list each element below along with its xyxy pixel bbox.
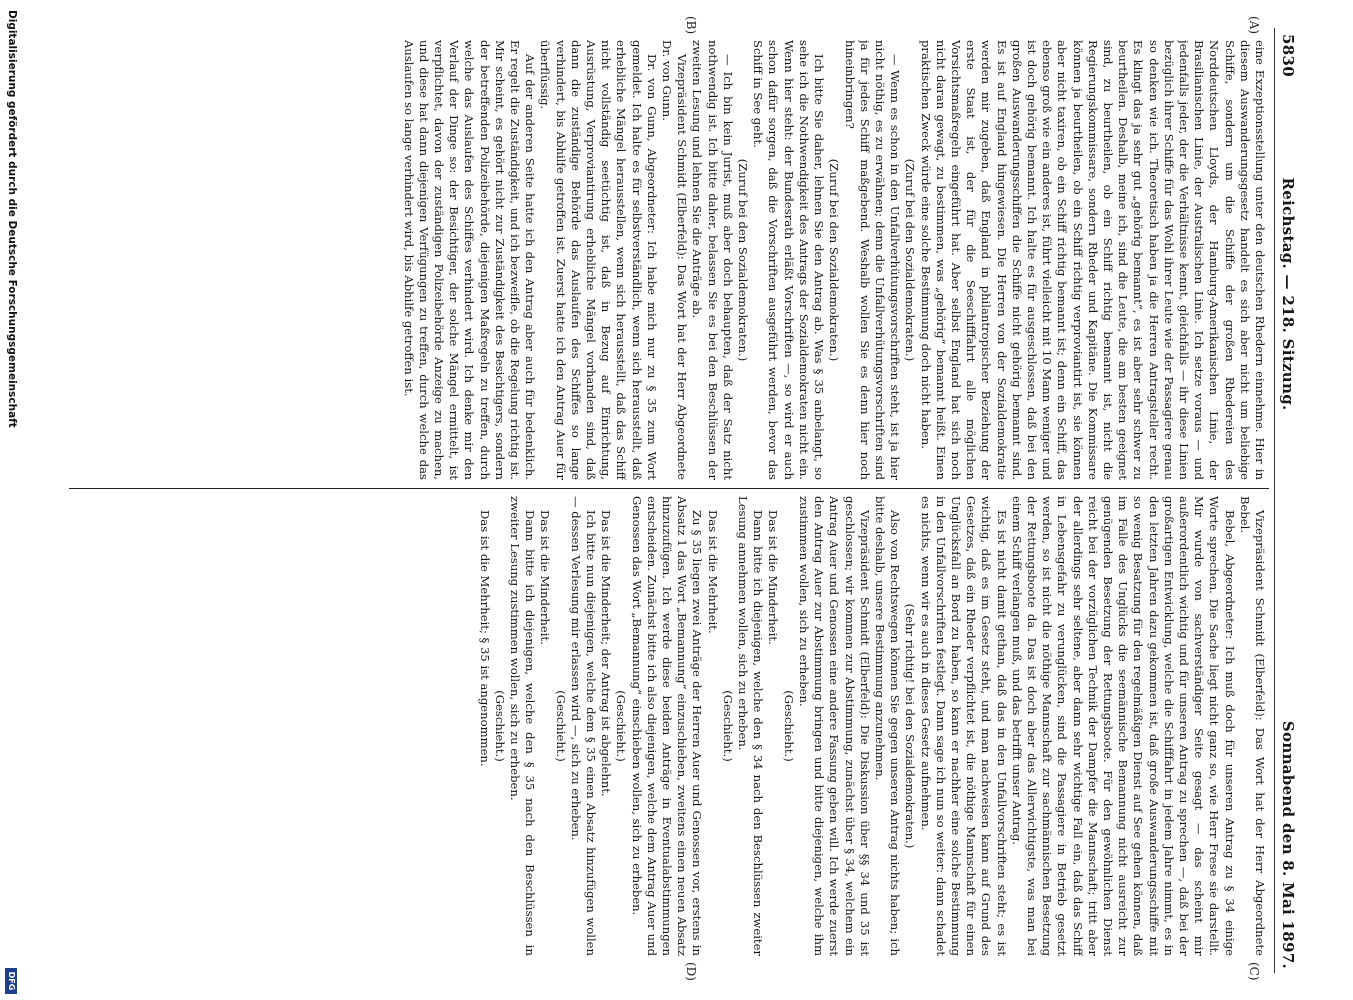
dfg-logo: DFG — [5, 968, 17, 994]
page-header — [1273, 34, 1297, 969]
result-line: Das ist die Minderheit; der Antrag ist abgelehnt. — [599, 510, 614, 797]
speaker-paragraph: Bebel, Abgeordneter: Ich muß doch für unseren Antrag zu § 34 einige Worte sprechen. Die Sache liegt nicht ganz so, wie Herr Frese sie darstellt. Mir wurde von sachverständiger Seite gesagt — das scheint mir außerordentlich wichtig und für unseren Antrag zu sprechen —, daß bei der großartigen Entwicklung, welche die Schifffahrt in jedem Jahre nimmt, es in den letzten Jahren dazu gekommen ist, daß große Auswanderungsschiffe mit so wenig Besatzung für den regelmäßigen Dienst auf See gehen können, daß im Falle des Unglücks die seemännische Bemannung nicht ausreicht zur genügenden Besetzung der Rettungsboote. Für den gewöhnlichen Dienst reicht bei der vorzüglichen Technik der Dampfer die Mannschaft; tritt aber der allerdings sehr seltene, aber dann sehr wichtige Fall ein, daß das Schiff in Lebensgefahr zu verunglücken, sind die Passagiere in Betrieb gesetzt werden, so ist nicht die nöthige Mannschaft zur sachmännischen Besetzung der Rettungsboote da. Das ist doch aber das Allerwichtigste, was man bei einem Schiff verlangen muß, und das betrifft unser Antrag. — [1009, 496, 1237, 956]
paragraph: Dann bitte ich diejenigen, welche den § 34 nach den Beschlüssen zweiter Lesung annehmen wollen, sich zu erheben. — [736, 496, 766, 956]
header-date: Sonnabend den 8. Mai 1897. — [1279, 720, 1297, 969]
paragraph: Ich bitte nun diejenigen, welche dem § 35 einen Absatz hinzufügen wollen — dessen Verlesung mir erlassen wird —, sich zu erheben. — [568, 496, 599, 956]
header-rule — [1274, 28, 1275, 973]
speaker-paragraph: Vizepräsident Schmidt (Elberfeld): Das Wort hat der Herr Abgeordnete Bebel. — [1237, 496, 1267, 956]
interjection: (Sehr richtig! bei den Sozialdemokraten.) — [903, 603, 918, 849]
interjection: (Zuruf bei den Sozialdemokraten.) — [903, 158, 918, 362]
paragraph: eine Exzeptionsstellung unter den deutschen Rhedern einnehme. Hier in diesem Auswanderungsgesetz handelt es sich aber nicht um beliebige Schiffe, sondern um die Schiffe der großen Rhedereien des Norddeutschen Lloyds, der Hamburg-Amerikanischen Linie, der Brasilianischen Linie, der Australischen Linie. Ich setze voraus — und jedenfalls jeder, der die Verhältnisse kennt, gleichfalls — ihr diese Linien bezüglich ihrer Schiffe für das Wohl ihrer Leute wie der Passagiere genau so denken wie ich. Theoretisch haben ja die Herren Antragsteller recht. Es klingt das ja sehr gut „gehörig bemannt“, es ist aber sehr schwer zu beurtheilen. Deshalb, meine ich, sind die Leute, die am besten geeignet sind, zu beurtheilen, ob ein Schiff richtig bemannt ist, nicht die Regierungskommissare, sondern Rheder und Kapitäne. Die Kommissare können ja beurtheilen, ob ein Schiff richtig verproviantirt ist, sie können aber nicht taxiren, ob ein Schiff richtig bemannt ist; denn ein Schiff, das ebenso groß wie ein anderes ist, führt vielleicht mit 10 Mann weniger und ist doch gehörig bemannt. Ich halte es für ausgeschlossen, daß bei den großen Auswanderungsschiffen die Schiffe nicht gehörig bemannt sind. Es ist auf England hingewiesen. Die Herren von der Sozialdemokratie werden mir zugeben, daß England in philantropischer Beziehung der erste Staat ist, der für die Seeschifffahrt alle möglichen Vorsichtsmaßregeln eingeführt hat. Aber selbst England hat sich noch nicht daran gewagt, zu bestimmen, was „gehörig“ bemannt heißt. Einen praktischen Zweck würde eine solche Bestimmung doch nicht haben. — [918, 40, 1267, 480]
speaker-paragraph: Dr. von Gunn, Abgeordneter: Ich habe mich nur zu § 35 zum Wort gemeldet. Ich halte es für selbstverständlich, wenn sich herausstellt, daß erhebliche Mängel herausstellen, wenn sich herausstellt, daß das Schiff nicht vollständig seetüchtig ist, daß in Bezug auf Einrichtung, Ausrüstung, Verproviantirung erhebliche Mängel vorhanden sind, daß dann die zuständige Behörde das Auslaufen des Schiffes so lange verhindert, bis Abhilfe getroffen ist. Zuerst hatte ich den Antrag Auer für überflüssig. — [538, 40, 659, 480]
paragraph: Auf der anderen Seite hatte ich den Antrag aber auch für bedenklich. Er regelt die Zuständigkeit, und ich bezweifle, ob die Regelung richtig ist. Mir scheint, es gehört nicht zur Zuständigkeit des Besichtigers, sondern der betreffenden Polizeibehörde, diejenigen Maßregeln zu treffen, durch welche das Auslaufen des Schiffes verhindert wird. Ich denke mir den Verlauf der Dinge so: der Besichtiger, der solche Mängel ermittelt, ist verpflichtet, davon der zuständigen Polizeibehörde Anzeige zu machen, und diese hat dann diejenigen Verfügungen zu treffen, durch welche das Auslaufen so lange verhindert wird, bis Abhilfe getroffen ist. — [401, 40, 538, 480]
digitization-credit: Digitalisierung gefördert durch die Deutsche Forschungsgemeinschaft — [6, 10, 18, 428]
interjection: (Zuruf bei den Sozialdemokraten.) — [736, 158, 751, 362]
speaker-paragraph: Vizepräsident Schmidt (Elberfeld): Die Diskussion über §§ 34 und 35 ist geschlossen; wir kommen zur Abstimmung, zunächst über § 34, welchem ein Antrag Auer und Genossen eine andere Fassung geben will. Ich werde zuerst den Antrag Auer zur Abstimmung bringen und bitte diejenigen, welche ihm zustimmen wollen, sich zu erheben. — [796, 496, 872, 956]
margin-label-b: (B) — [684, 16, 698, 35]
interjection: (Geschieht.) — [781, 690, 796, 762]
paragraph: Es ist nicht damit gethan, daß das in den Unfallvorschriften steht; es ist wichtig, daß es im Gesetz steht, und man nachweisen kann auf Grund des Gesetzes, daß ein Rheder verpflichtet ist, die nöthige Mannschaft für einen Unglücksfall an Bord zu haben, so kann er nachher eine solche Bestimmung in den Unfallvorschriften festlegt. Dann sage ich nun so weiter: dann schadet es nichts, wenn wir es auch in dieses Gesetz aufnehmen. — [918, 496, 1009, 956]
interjection: (Geschieht.) — [492, 690, 507, 762]
page-number: 5830 — [1279, 34, 1297, 77]
paragraph: — Wenn es schon in den Unfallverhütungsvorschriften steht, ist ja hier nicht nöthig, es zu erwähnen; denn die Unfallverhütungsvorschriften sind ja für jedes Schiff maßgebend. Weshalb wollen Sie es denn hier noch hineinbringen? — [842, 40, 903, 480]
left-column — [87, 40, 1267, 480]
result-line: Das ist die Mehrheit. — [705, 510, 720, 634]
header-title: Reichstag. — 218. Sitzung. — [1279, 177, 1297, 411]
paragraph: Ich bitte Sie daher, lehnen Sie den Antrag ab. Was § 35 anbelangt, so sehe ich die Nothwendigkeit des Antrags der Sozialdemokraten nicht ein. Wenn hier steht: der Bundesrath erläßt Vorschriften —, so wird er auch schon dafür sorgen, daß die Vorschriften ausgeführt werden, bevor das Schiff in See geht. — [751, 40, 827, 480]
interjection: (Zuruf bei den Sozialdemokraten.) — [827, 158, 842, 362]
paragraph: — Ich bin kein Jurist, muß aber doch behaupten, daß der Satz nicht nothwendig ist. Ich bitte daher, belassen Sie es bei den Beschlüssen der zweiten Lesung und lehnen Sie die Anträge ab. — [690, 40, 735, 480]
result-line: Das ist die Minderheit. — [766, 510, 781, 645]
interjection: (Geschieht.) — [614, 690, 629, 762]
paragraph: Also von Rechtswegen können Sie gegen unseren Antrag nichts haben; ich bitte deshalb, unsere Bestimmung anzunehmen. — [872, 496, 903, 956]
margin-label-c: (C) — [1247, 962, 1261, 981]
interjection: (Geschieht.) — [553, 690, 568, 762]
paragraph: Zu § 35 liegen zwei Anträge der Herren Auer und Genossen vor, erstens in Absatz 1 das Wort „Bemannung“ einzuschieben, zweitens einen neuen Absatz hinzuzufügen. Ich werde diese beiden Anträge in Eventualabstimmungen entscheiden. Zunächst bitte ich also diejenigen, welche dem Antrag Auer und Genossen das Wort „Bemannung“ einschieben wollen, sich zu erheben. — [629, 496, 705, 956]
interjection: (Geschieht.) — [720, 690, 735, 762]
margin-label-a: (A) — [1247, 16, 1261, 35]
result-line: Das ist die Minderheit. — [538, 510, 553, 645]
speaker-paragraph: Vizepräsident Schmidt (Elberfeld): Das Wort hat der Herr Abgeordnete Dr. von Gunn. — [660, 40, 690, 480]
column-rule — [69, 488, 1269, 489]
margin-label-d: (D) — [684, 962, 698, 981]
right-column — [87, 496, 1267, 956]
result-line: Das ist die Mehrheit; § 35 ist angenommen. — [477, 510, 492, 767]
paragraph: Dann bitte ich diejenigen, welche den § 35 nach den Beschlüssen in zweiter Lesung zustimmen wollen, sich zu erheben. — [508, 496, 538, 956]
